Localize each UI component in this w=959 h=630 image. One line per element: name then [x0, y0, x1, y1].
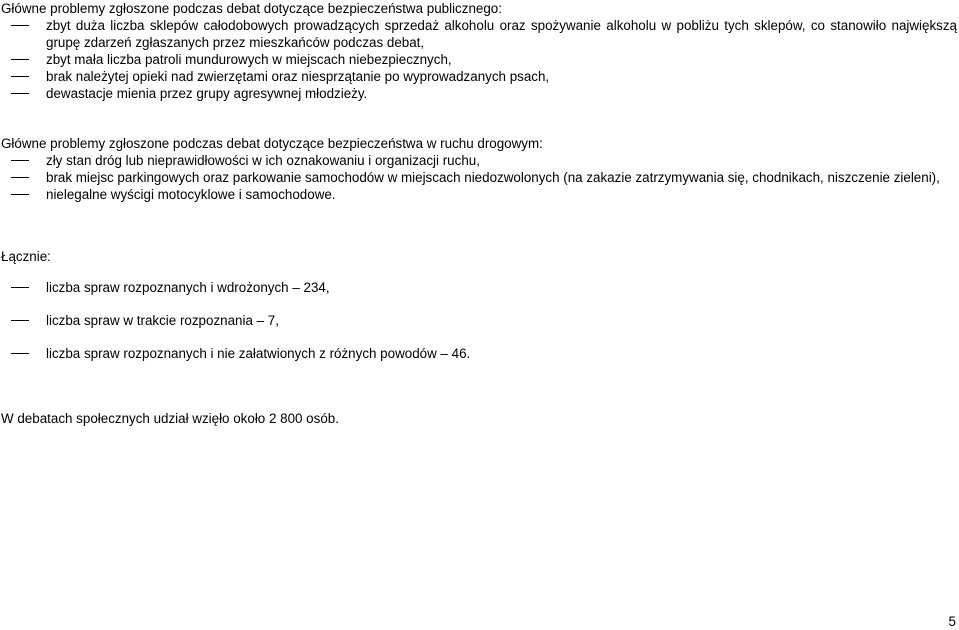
dash-bullet-icon — [11, 51, 29, 68]
dash-bullet-icon — [11, 312, 29, 329]
list-item-text: brak należytej opieki nad zwierzętami oraz niesprzątanie po wyprowadzanych psach, — [46, 69, 550, 84]
dash-bullet-icon — [11, 17, 29, 34]
section-heading: Główne problemy zgłoszone podczas debat dotyczące bezpieczeństwa w ruchu drogowym: — [1, 136, 543, 151]
dash-bullet-icon — [11, 279, 29, 296]
page-number: 5 — [948, 614, 956, 629]
closing-block — [0, 410, 959, 427]
section-heading: Łącznie: — [1, 249, 51, 264]
dash-bullet-icon — [11, 152, 29, 169]
dash-bullet-icon — [11, 68, 29, 85]
list-item-text: zbyt mała liczba patroli mundurowych w miejscach niebezpiecznych, — [46, 52, 452, 67]
list-item-text: brak miejsc parkingowych oraz parkowanie samochodów w miejscach niedozwolonych (na zakazie zatrzymywania się, chodnikach, niszczenie zieleni), — [46, 170, 940, 185]
list-item-text: zbyt duża liczba sklepów całodobowych prowadzących sprzedaż alkoholu oraz spożywanie alkoholu w pobliżu tych sklepów, co stanowiło największą grupę zdarzeń zgłaszanych przez mieszkańców podczas debat, — [46, 18, 957, 50]
list-item — [0, 345, 959, 362]
list-item — [0, 312, 959, 329]
dash-bullet-icon — [11, 169, 29, 186]
list-item-text: liczba spraw rozpoznanych i wdrożonych – 234, — [46, 280, 330, 295]
list-item-text: liczba spraw rozpoznanych i nie załatwionych z różnych powodów – 46. — [46, 346, 471, 361]
list-item — [0, 152, 959, 169]
list-item-text: zły stan dróg lub nieprawidłowości w ich oznakowaniu i organizacji ruchu, — [46, 153, 480, 168]
bullet-list — [0, 152, 959, 203]
section-totals — [0, 248, 959, 265]
closing-sentence: W debatach społecznych udział wzięło około 2 800 osób. — [1, 411, 339, 426]
list-item — [0, 51, 959, 68]
list-item — [0, 279, 959, 296]
bullet-list — [0, 279, 959, 362]
totals-list-block — [0, 279, 959, 378]
dash-bullet-icon — [11, 85, 29, 102]
list-item — [0, 169, 959, 186]
section-public-safety — [0, 0, 959, 102]
list-item-text: liczba spraw w trakcie rozpoznania – 7, — [46, 313, 279, 328]
list-item — [0, 85, 959, 102]
dash-bullet-icon — [11, 186, 29, 203]
list-item — [0, 68, 959, 85]
section-road-traffic — [0, 135, 959, 203]
dash-bullet-icon — [11, 345, 29, 362]
list-item — [0, 186, 959, 203]
bullet-list — [0, 17, 959, 102]
section-heading: Główne problemy zgłoszone podczas debat dotyczące bezpieczeństwa publicznego: — [1, 1, 502, 16]
list-item-text: nielegalne wyścigi motocyklowe i samochodowe. — [46, 187, 336, 202]
list-item — [0, 17, 959, 51]
list-item-text: dewastacje mienia przez grupy agresywnej młodzieży. — [46, 86, 368, 101]
